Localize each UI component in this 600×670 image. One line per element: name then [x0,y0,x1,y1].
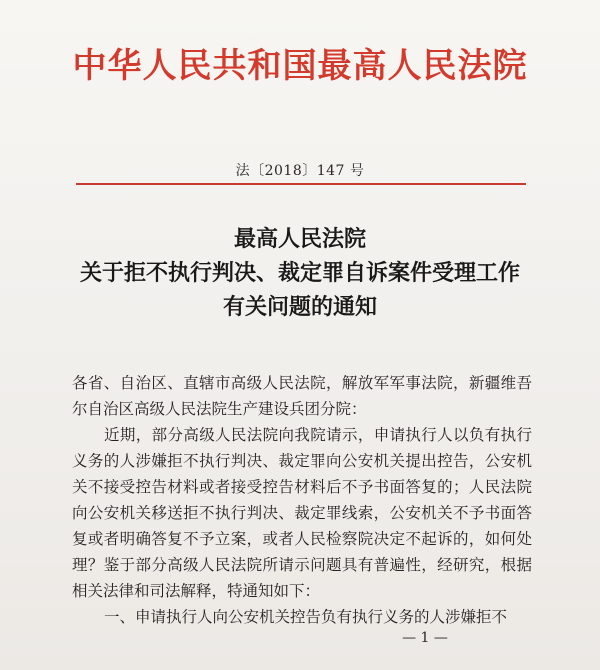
addressee-paragraph: 各省、自治区、直辖市高级人民法院，解放军军事法院，新疆维吾尔自治区高级人民法院生产建设兵团分院： [72,374,532,418]
body-text [72,370,532,630]
notice-title-line-2: 关于拒不执行判决、裁定罪自诉案件受理工作 [79,260,520,286]
red-divider-line [76,183,526,185]
notice-title-line-1: 最高人民法院 [233,226,366,252]
body-paragraph-1: 近期，部分高级人民法院向我院请示，申请执行人以负有执行义务的人涉嫌拒不执行判决、裁定罪向公安机关提出控告，公安机关不接受控告材料或者接受控告材料后不予书面答复的；人民法院向公安机关移送拒不执行判决、裁定罪线索，公安机关不予书面答复或者明确答复不予立案，或者人民检察院决定不起诉的，如何处理？鉴于部分高级人民法院所请示问题具有普遍性，经研究，根据相关法律和司法解释，特通知如下： [72,426,532,600]
body-paragraph-2: 一、申请执行人向公安机关控告负有执行义务的人涉嫌拒不 [104,608,508,626]
court-name-header: 中华人民共和国最高人民法院 [72,46,528,86]
page-number-label: — 1 — [402,630,448,646]
document-number: 法〔2018〕147 号 [235,163,365,179]
page-number [0,630,600,646]
notice-title [0,222,600,324]
notice-title-line-3: 有关问题的通知 [222,294,377,320]
